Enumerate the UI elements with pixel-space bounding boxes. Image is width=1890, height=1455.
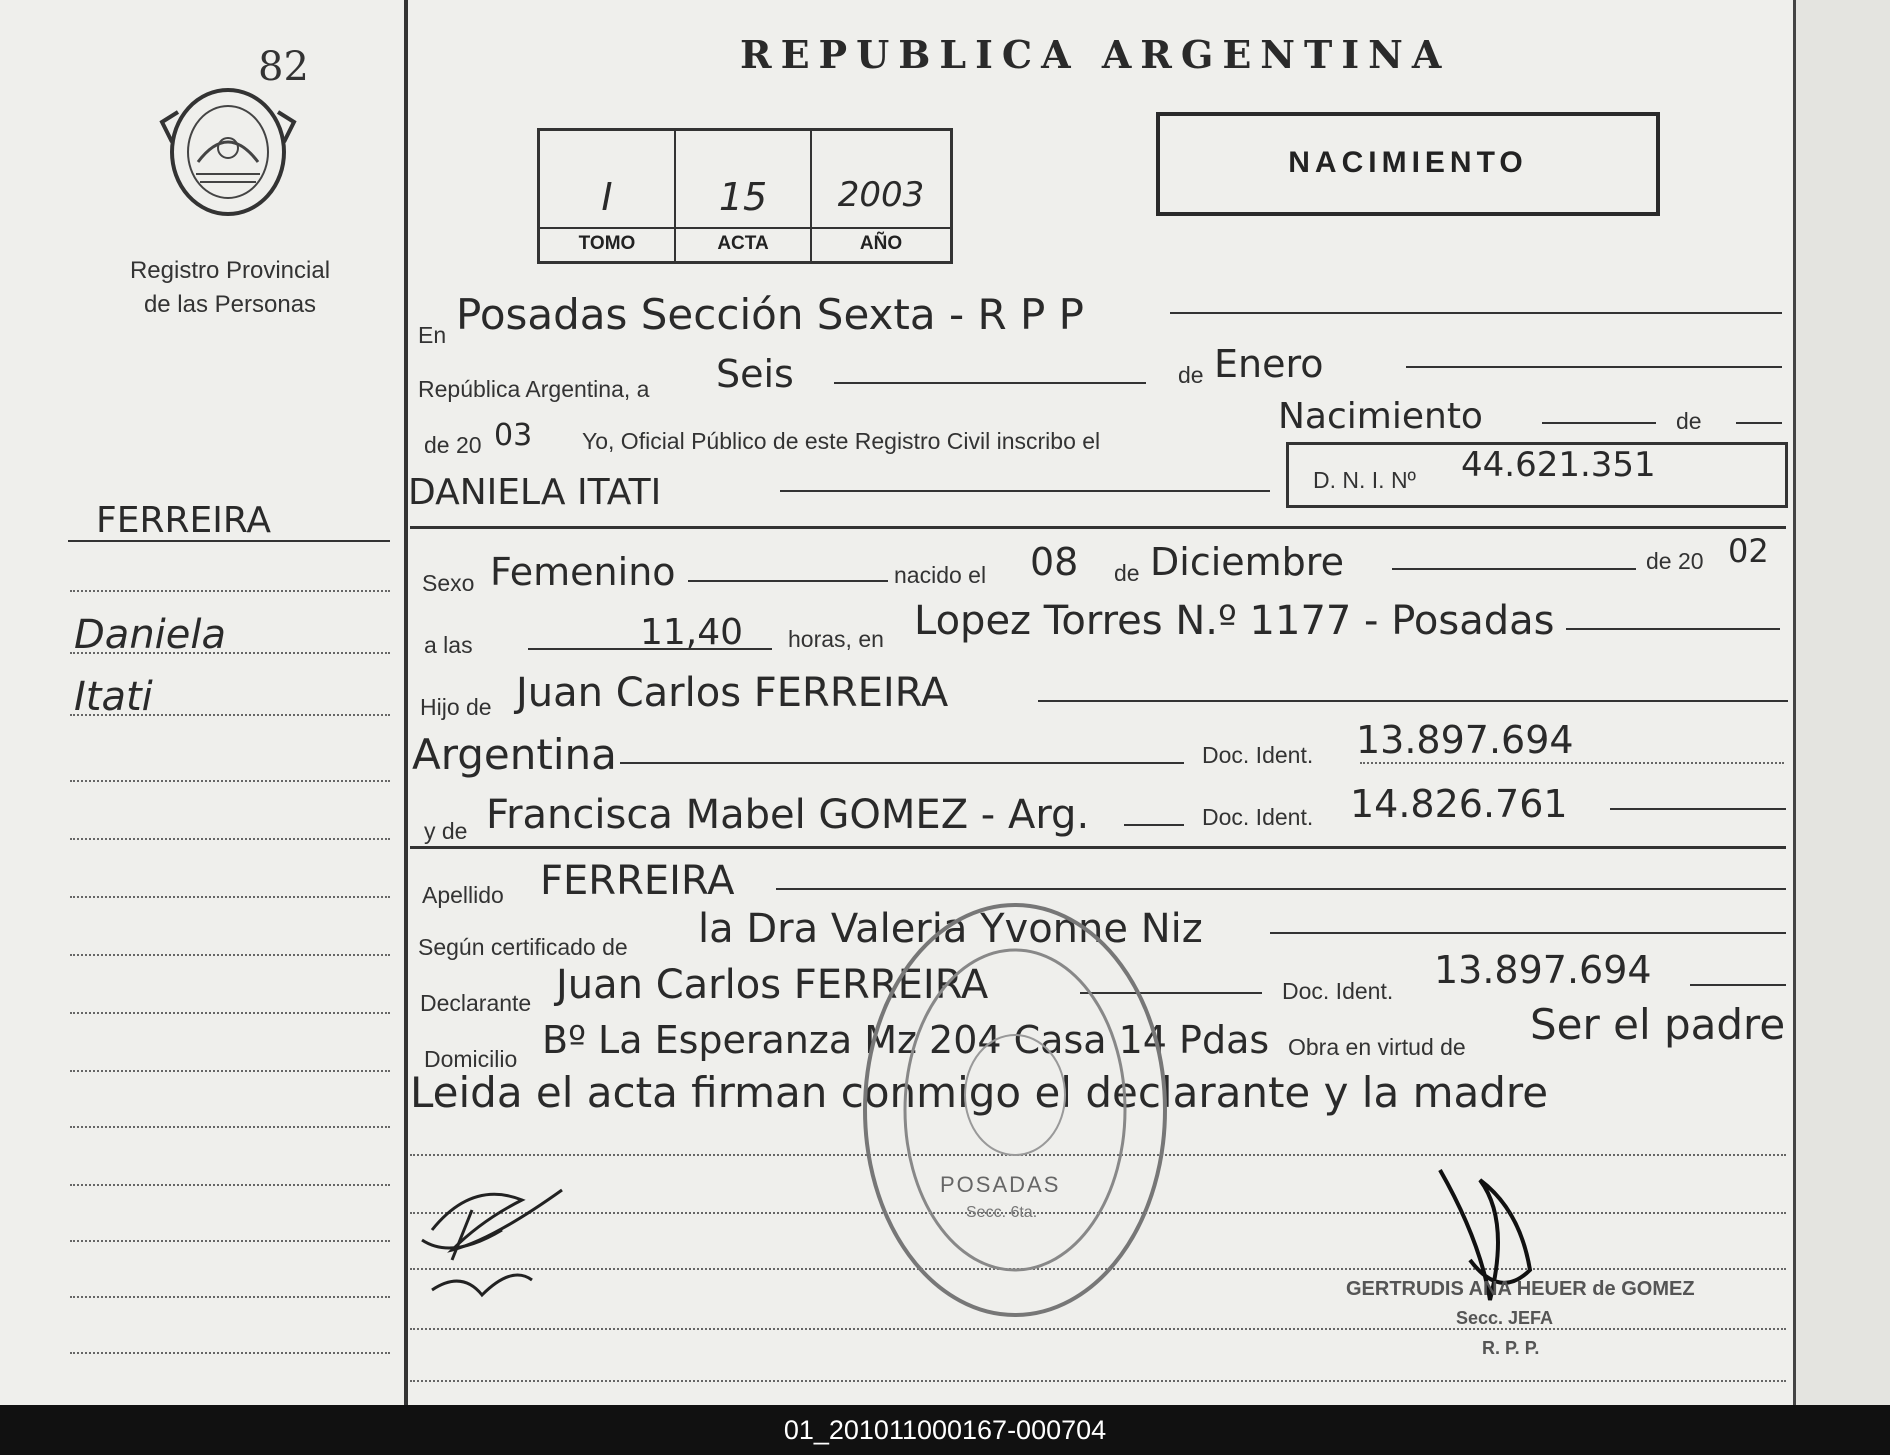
value-mes-nac: Diciembre xyxy=(1150,540,1344,584)
margin-line xyxy=(70,896,390,898)
value-dni: 44.621.351 xyxy=(1461,445,1656,485)
declarant-signature-icon xyxy=(412,1170,592,1320)
margin-name1: Daniela xyxy=(74,612,227,658)
registry-title xyxy=(100,254,360,322)
value-doc-padre: 13.897.694 xyxy=(1356,718,1574,762)
country-title: REPUBLICA ARGENTINA xyxy=(740,32,1451,77)
rule xyxy=(1542,422,1656,424)
label-de-mes: de xyxy=(1114,560,1140,586)
section-rule xyxy=(410,846,1786,849)
value-dia: Seis xyxy=(716,352,794,396)
label-docident-padre: Doc. Ident. xyxy=(1202,742,1314,768)
rule xyxy=(1124,824,1184,826)
left-margin-column xyxy=(0,0,404,1405)
acta-value: 15 xyxy=(718,175,768,219)
rule xyxy=(410,1328,1786,1330)
label-de20: de 20 xyxy=(424,432,482,458)
value-madre: Francisca Mabel GOMEZ - Arg. xyxy=(486,792,1090,838)
label-docident-declarante: Doc. Ident. xyxy=(1282,978,1394,1004)
margin-line xyxy=(70,1070,390,1072)
rule xyxy=(620,762,1184,764)
tomo-value: I xyxy=(601,175,613,219)
label-de20b: de 20 xyxy=(1646,548,1704,574)
value-nac-padre: Argentina xyxy=(412,730,617,779)
value-virtud: Ser el padre xyxy=(1530,1000,1786,1049)
rule xyxy=(1270,932,1786,934)
rule xyxy=(410,1380,1786,1382)
acta-cell xyxy=(676,131,812,261)
margin-line xyxy=(70,590,390,592)
label-obra: Obra en virtud de xyxy=(1288,1034,1466,1060)
label-de: de xyxy=(1178,362,1204,388)
margin-surname: FERREIRA xyxy=(96,500,272,541)
value-apellido: FERREIRA xyxy=(540,858,735,904)
tomo-cell xyxy=(540,131,676,261)
value-mes: Enero xyxy=(1214,342,1324,386)
label-en: En xyxy=(418,322,447,348)
anio-cell xyxy=(812,131,950,261)
rule xyxy=(776,888,1786,890)
margin-line xyxy=(70,838,390,840)
value-lugar-nac: Lopez Torres N.º 1177 - Posadas xyxy=(914,598,1555,644)
margin-surname-line xyxy=(68,540,390,542)
page-number: 82 xyxy=(258,44,309,90)
acta-label: ACTA xyxy=(676,227,810,255)
label-hijo: Hijo de xyxy=(420,694,492,720)
value-anio: 03 xyxy=(494,418,533,453)
rule xyxy=(1736,422,1782,424)
margin-line xyxy=(70,652,390,654)
dni-box xyxy=(1286,442,1788,508)
value-domicilio: Bº La Esperanza Mz 204 Casa 14 Pdas xyxy=(542,1018,1270,1062)
label-apellido: Apellido xyxy=(422,882,504,908)
label-horas: horas, en xyxy=(788,626,884,652)
officer-office: R. P. P. xyxy=(1482,1338,1540,1358)
rule xyxy=(1566,628,1780,630)
registry-stamp-icon xyxy=(855,895,1175,1325)
registry-line1: Registro Provincial xyxy=(129,257,331,284)
value-dia-nac: 08 xyxy=(1030,540,1079,584)
label-segun: Según certificado de xyxy=(418,934,628,960)
value-sexo: Femenino xyxy=(490,550,676,594)
registry-line2: de las Personas xyxy=(143,291,317,318)
anio-label: AÑO xyxy=(812,227,950,255)
value-doc-declarante: 13.897.694 xyxy=(1434,948,1652,992)
value-leida: Leida el acta firman conmigo el declarante y la madre xyxy=(410,1068,1549,1117)
label-de-end: de xyxy=(1676,408,1702,434)
value-hora: 11,40 xyxy=(640,612,744,653)
record-type-box xyxy=(1156,112,1660,216)
rule xyxy=(1038,700,1788,702)
margin-line xyxy=(70,1240,390,1242)
rule xyxy=(780,490,1270,492)
label-nacido: nacido el xyxy=(894,562,987,588)
label-yo: Yo, Oficial Público de este Registro Civil inscribo el xyxy=(582,428,1101,454)
value-doc-madre: 14.826.761 xyxy=(1350,782,1568,826)
column-divider xyxy=(404,0,408,1405)
page-fold xyxy=(1796,0,1890,1405)
margin-line xyxy=(70,1126,390,1128)
margin-line xyxy=(70,780,390,782)
province-seal-icon xyxy=(158,82,298,222)
margin-line xyxy=(70,954,390,956)
value-nombre: DANIELA ITATI xyxy=(408,472,662,513)
value-certificado: la Dra Valeria Yvonne Niz xyxy=(698,906,1203,952)
tomo-acta-table xyxy=(537,128,953,264)
margin-line xyxy=(70,1296,390,1298)
value-lugar: Posadas Sección Sexta - R P P xyxy=(456,290,1085,339)
label-sexo: Sexo xyxy=(422,570,475,596)
officer-name: GERTRUDIS ANA HEUER de GOMEZ xyxy=(1346,1278,1695,1300)
label-declarante: Declarante xyxy=(420,990,532,1016)
rule xyxy=(1360,762,1784,764)
label-domicilio: Domicilio xyxy=(424,1046,518,1072)
label-alas: a las xyxy=(424,632,473,658)
margin-line xyxy=(70,714,390,716)
stamp-sub: Secc. 6ta. xyxy=(966,1204,1038,1221)
rule xyxy=(834,382,1146,384)
margin-line xyxy=(70,1184,390,1186)
value-padre: Juan Carlos FERREIRA xyxy=(516,670,949,716)
margin-line xyxy=(70,1352,390,1354)
section-rule xyxy=(410,526,1786,529)
rule xyxy=(1392,568,1636,570)
margin-name2: Itati xyxy=(74,674,153,720)
stamp-city: POSADAS xyxy=(940,1172,1061,1197)
rule xyxy=(1690,984,1786,986)
label-yde: y de xyxy=(424,818,468,844)
rule xyxy=(1406,366,1782,368)
value-anio-nac: 02 xyxy=(1728,532,1769,570)
rule xyxy=(1610,808,1786,810)
margin-line xyxy=(70,1012,390,1014)
officer-title: Secc. JEFA xyxy=(1456,1308,1554,1328)
image-id-footer: 01_201011000167-000704 xyxy=(0,1405,1890,1455)
value-tipo: Nacimiento xyxy=(1278,396,1483,437)
label-republica: República Argentina, a xyxy=(418,376,650,402)
rule xyxy=(688,580,888,582)
rule xyxy=(1170,312,1782,314)
tomo-label: TOMO xyxy=(540,227,674,255)
anio-value: 2003 xyxy=(837,175,925,215)
label-docident-madre: Doc. Ident. xyxy=(1202,804,1314,830)
label-dni: D. N. I. Nº xyxy=(1313,467,1416,493)
record-type: NACIMIENTO xyxy=(1288,146,1528,179)
value-declarante: Juan Carlos FERREIRA xyxy=(556,962,989,1008)
